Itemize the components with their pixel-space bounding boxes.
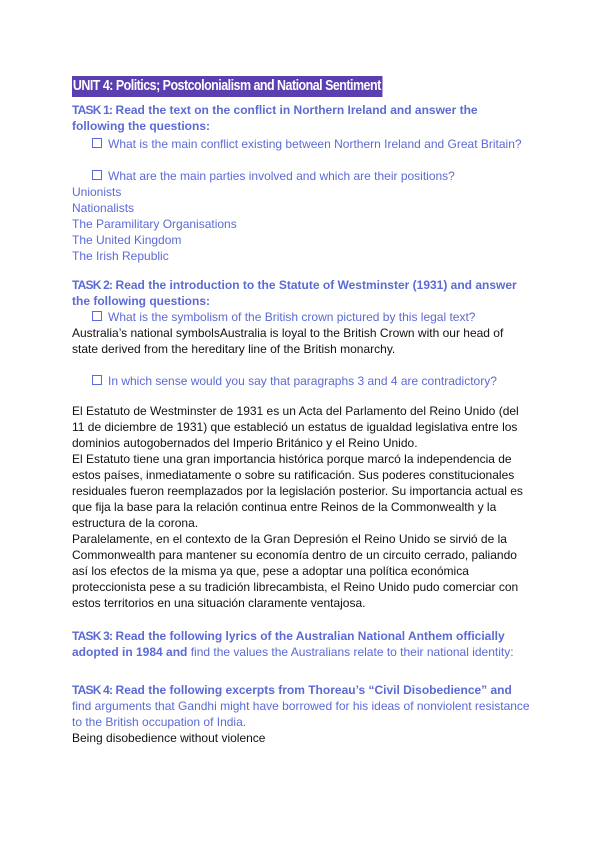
task2-answer-1: Australia’s national symbolsAustralia is loyal to the British Crown with our head of state derived from the hereditary line of the British monarchy.	[72, 326, 504, 356]
task2-question-2: In which sense would you say that paragraphs 3 and 4 are contradictory?	[72, 373, 532, 389]
task1-text: Read the text on the conflict in Northern Ireland and answer the following the questions:	[72, 103, 478, 133]
task2-text: Read the introduction to the Statute of Westminster (1931) and answer the following questions:	[72, 278, 517, 308]
party-item: Nationalists	[72, 201, 135, 215]
party-item: The United Kingdom	[72, 233, 182, 247]
statute-paragraph-3: Paralelamente, en el contexto de la Gran Depresión el Reino Unido se sirvió de la Commonwealth para mantener su economía dentro de un circuito cerrado, paliando así los efectos de la misma ya que, pese a adoptar una política económica proteccionista pese a su tradición librecambista, el Reino Unido pudo comerciar con estos territorios en una situación claramente ventajosa.	[72, 532, 519, 610]
checkbox-icon	[92, 138, 102, 148]
task3-heading: TASK 3: Read the following lyrics of the Australian National Anthem officially adopted in 1984 and find the values the Australians relate to their national identity:	[72, 629, 514, 659]
task1-label: TASK 1:	[72, 103, 113, 117]
task2-heading	[72, 277, 532, 309]
party-item: The Paramilitary Organisations	[72, 217, 237, 231]
document-page	[72, 76, 532, 746]
task2-label: TASK 2:	[72, 278, 113, 292]
statute-paragraph-2: El Estatuto tiene una gran importancia histórica porque marcó la independencia de estos países, inmediatamente o sobre su ratificación. Sus poderes constitucionales residuales fueron reemplazados por la legislación posterior. Su importancia actual es que fija la base para la relación continua entre Reinos de la Commonwealth y la estructura de la corona.	[72, 452, 523, 530]
task1-heading	[72, 102, 532, 134]
checkbox-icon	[92, 375, 102, 385]
checkbox-icon	[92, 311, 102, 321]
party-item: The Irish Republic	[72, 249, 169, 263]
task3-label: TASK 3:	[72, 629, 113, 643]
task1-question-2: What are the main parties involved and which are their positions?	[72, 168, 532, 184]
task4-label: TASK 4:	[72, 683, 113, 697]
task2-question-1: What is the symbolism of the British crown pictured by this legal text?	[72, 309, 532, 325]
party-item: Unionists	[72, 185, 122, 199]
unit-title: UNIT 4: Politics; Postcolonialism and National Sentiment	[72, 76, 382, 97]
statute-paragraph-1: El Estatuto de Westminster de 1931 es un Acta del Parlamento del Reino Unido (del 11 de diciembre de 1931) que estableció un estatus de igualdad legislativa entre los dominios autogobernados del Imperio Británico y el Reino Unido.	[72, 404, 519, 450]
task1-question-1: What is the main conflict existing between Northern Ireland and Great Britain?	[72, 136, 532, 152]
task4-heading: TASK 4: Read the following excerpts from Thoreau’s “Civil Disobedience” and find arguments that Gandhi might have borrowed for his ideas of nonviolent resistance to the British occupation of India.	[72, 683, 530, 729]
task4-answer: Being disobedience without violence	[72, 731, 266, 745]
checkbox-icon	[92, 170, 102, 180]
